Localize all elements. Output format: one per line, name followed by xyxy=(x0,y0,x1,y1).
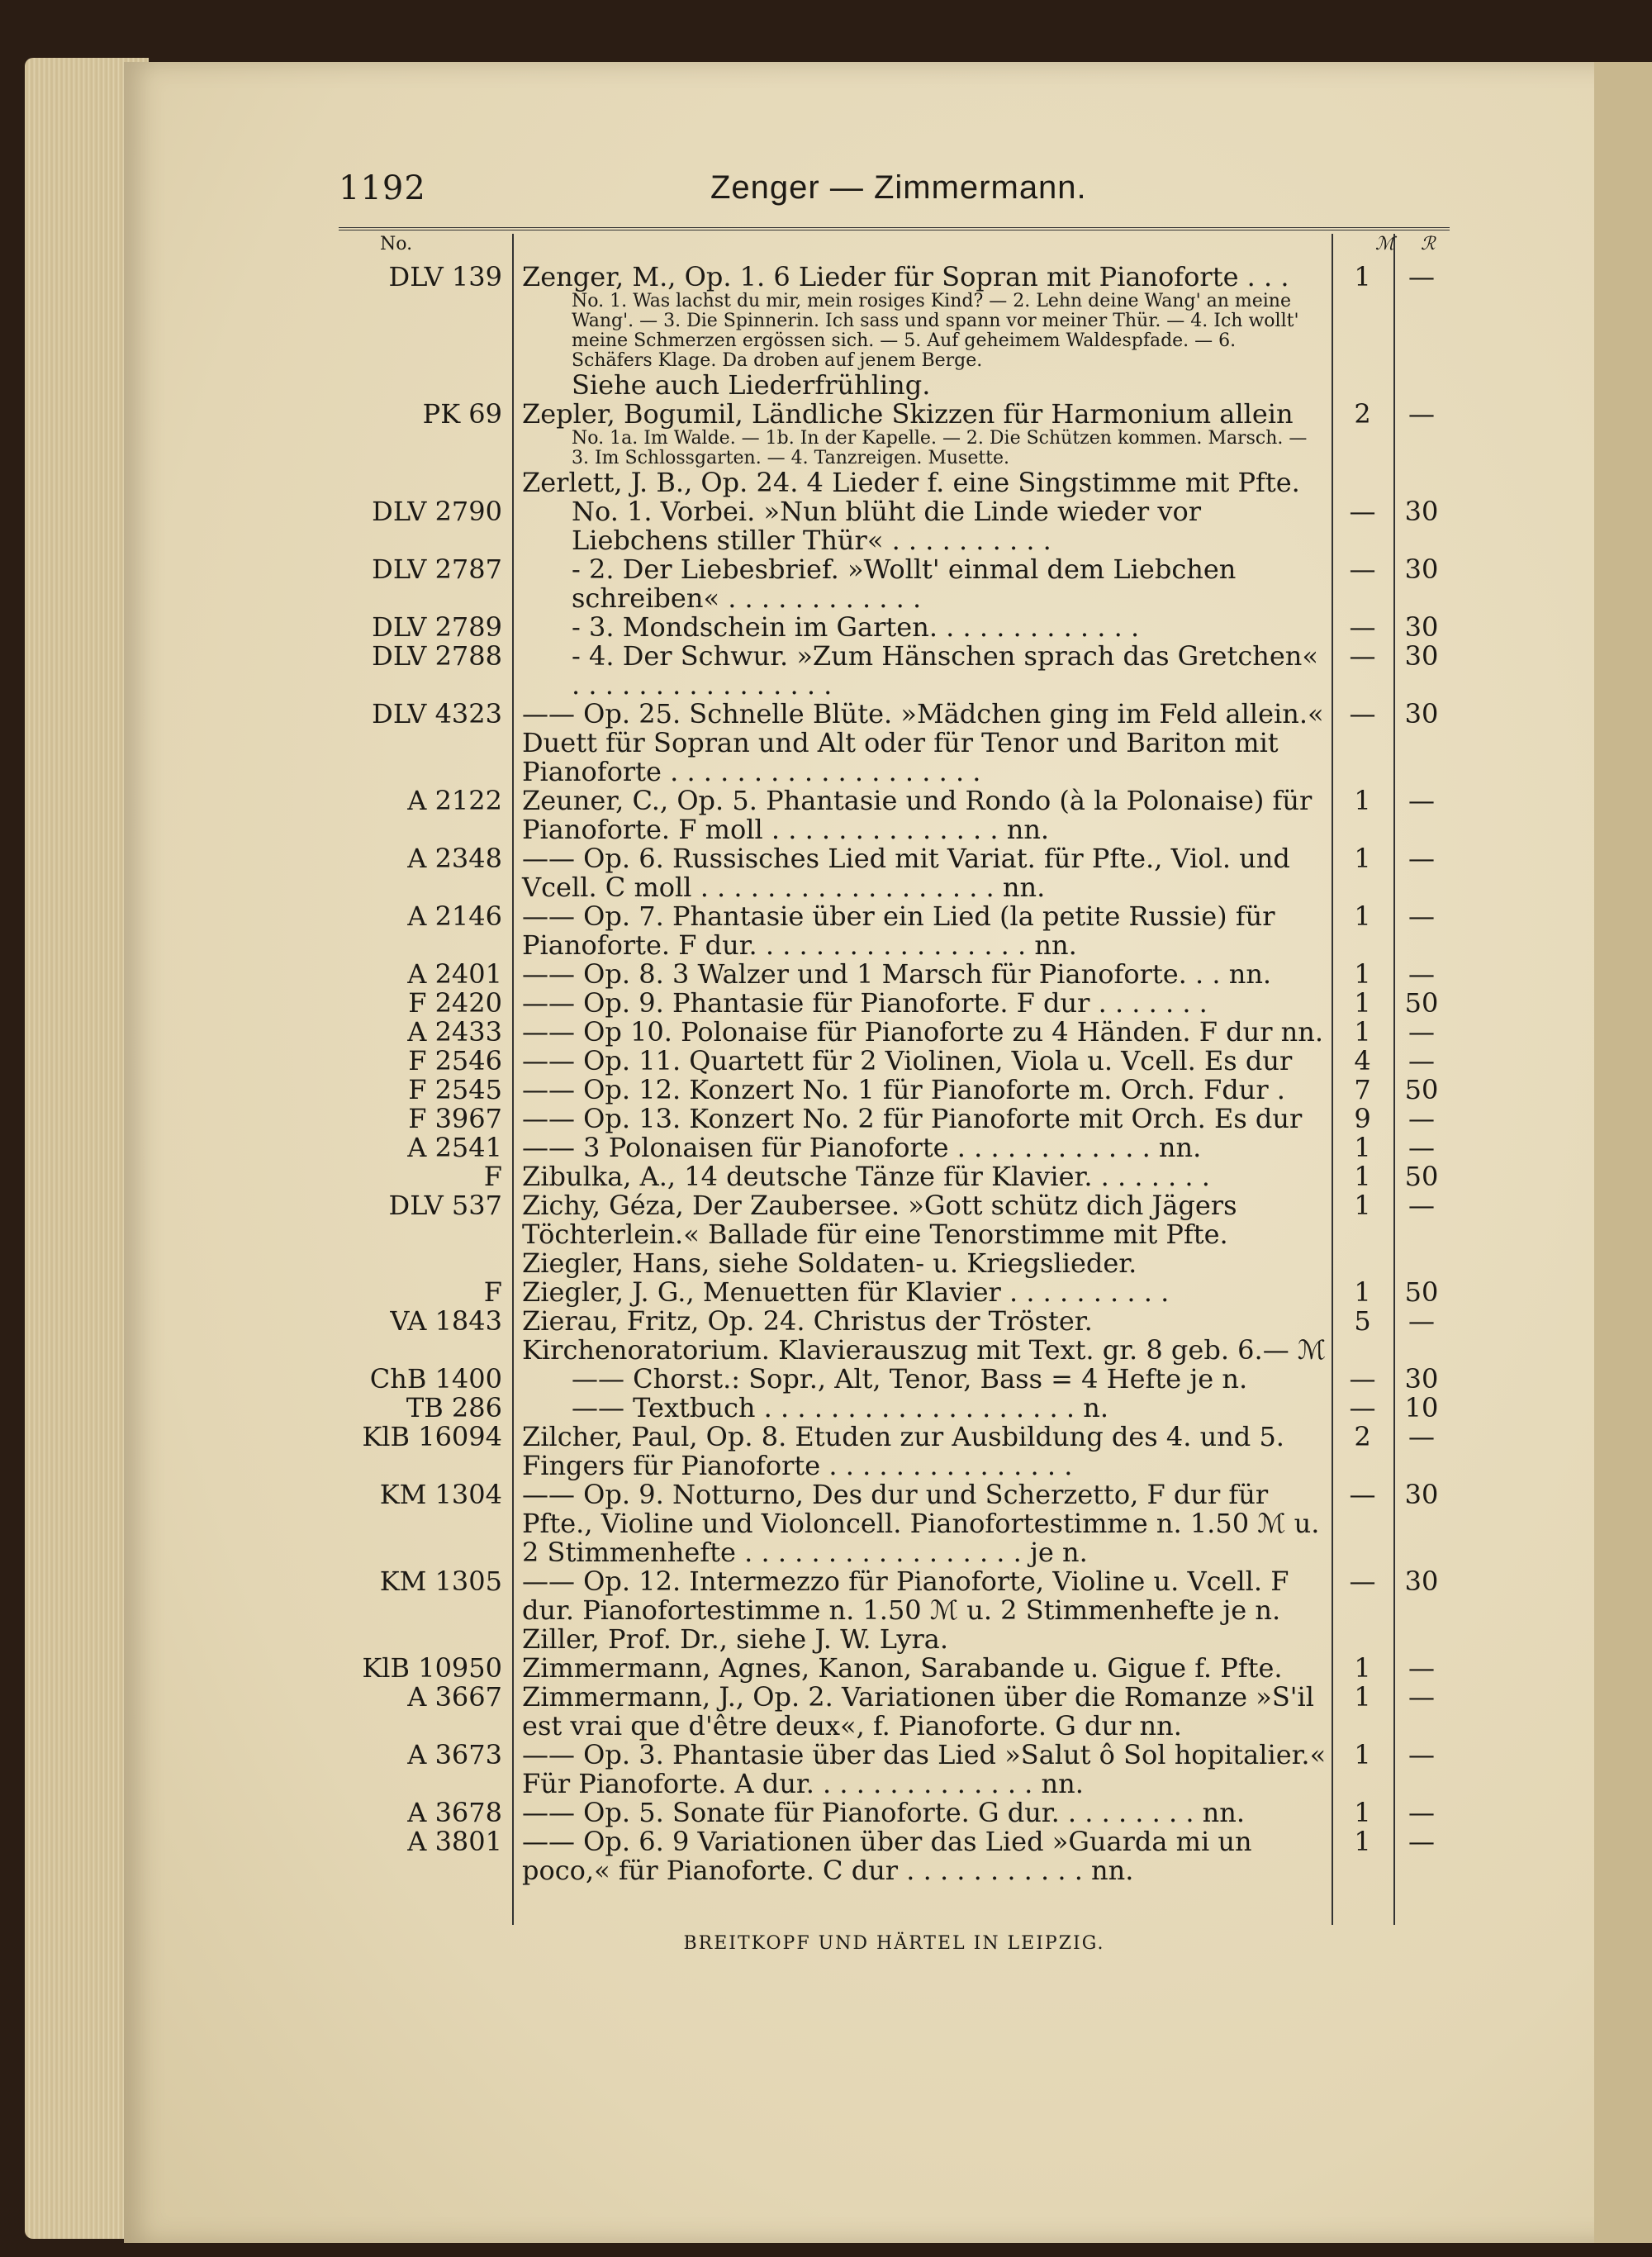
catalog-entry xyxy=(339,400,1450,429)
entry-price-mark: 1 xyxy=(1354,1132,1371,1163)
entry-code: F 3967 xyxy=(408,1103,502,1134)
entry-code: A 3678 xyxy=(407,1797,502,1828)
entry-text: Zepler, Bogumil, Ländliche Skizzen für Harmonium allein xyxy=(522,398,1294,430)
column-headers xyxy=(339,234,1450,259)
entry-text: —— 3 Polonaisen für Pianoforte . . . . . . . . . . . . nn. xyxy=(522,1132,1202,1163)
catalog-entry xyxy=(339,1394,1450,1423)
entry-price-pfennig: 30 xyxy=(1404,611,1439,643)
entry-price-pfennig: — xyxy=(1408,1739,1435,1770)
catalog-entry xyxy=(339,1307,1450,1365)
entry-price-mark: 1 xyxy=(1354,1797,1371,1828)
catalog-entry xyxy=(339,1365,1450,1394)
entry-price-mark: 7 xyxy=(1354,1074,1371,1105)
catalog-entry xyxy=(339,1278,1450,1307)
entry-text: Ziegler, J. G., Menuetten für Klavier . . . . . . . . . . xyxy=(522,1276,1170,1308)
entry-price-pfennig: — xyxy=(1408,1826,1435,1857)
entry-price-pfennig: — xyxy=(1408,1045,1435,1076)
entry-text: —— Textbuch . . . . . . . . . . . . . . . . . . . n. xyxy=(572,1392,1108,1423)
entry-text: Zenger, M., Op. 1. 6 Lieder für Sopran mit Pianoforte . . . xyxy=(522,261,1289,292)
entry-price-mark: 1 xyxy=(1354,1739,1371,1770)
entry-text: —— Op. 3. Phantasie über das Lied »Salut ô Sol hopitalier.« Für Pianoforte. A dur. . . . . . . . . . . . . . nn. xyxy=(522,1739,1327,1799)
entry-text: - 2. Der Liebesbrief. »Wollt' einmal dem Liebchen schreiben« . . . . . . . . . . . . xyxy=(572,554,1237,614)
entry-price-pfennig: — xyxy=(1408,958,1435,990)
entry-price-mark: — xyxy=(1349,496,1376,527)
entry-price-mark: 1 xyxy=(1354,987,1371,1019)
catalog-entry xyxy=(339,1798,1450,1827)
catalog-entry xyxy=(339,1249,1450,1278)
catalog-entry xyxy=(339,429,1450,468)
catalog-entry xyxy=(339,263,1450,292)
entry-price-pfennig: 50 xyxy=(1404,1276,1439,1308)
catalog-entry xyxy=(339,1105,1450,1133)
entry-price-mark: 1 xyxy=(1354,1016,1371,1048)
entry-price-pfennig: 30 xyxy=(1404,496,1439,527)
entry-price-pfennig: — xyxy=(1408,1132,1435,1163)
entry-price-mark: — xyxy=(1349,611,1376,643)
entry-text: Zimmermann, J., Op. 2. Variationen über die Romanze »S'il est vrai que d'être deux«, f. Pianoforte. G dur nn. xyxy=(522,1681,1314,1741)
entry-price-mark: — xyxy=(1349,1392,1376,1423)
entry-code: DLV 139 xyxy=(388,261,502,292)
entry-price-mark: — xyxy=(1349,698,1376,729)
entry-price-pfennig: — xyxy=(1408,785,1435,816)
entry-code: DLV 2790 xyxy=(372,496,502,527)
entry-text: —— Op. 12. Intermezzo für Pianoforte, Violine u. Vcell. F dur. Pianofortestimme n. 1.50 ℳ u. 2 Stimmenhefte je n. xyxy=(522,1566,1289,1626)
catalog-entry xyxy=(339,1162,1450,1191)
entry-text: —— Op. 11. Quartett für 2 Violinen, Viola u. Vcell. Es dur xyxy=(522,1045,1293,1076)
entry-text: —— Op. 12. Konzert No. 1 für Pianoforte m. Orch. Fdur . xyxy=(522,1074,1285,1105)
entry-text: No. 1. Was lachst du mir, mein rosiges Kind? — 2. Lehn deine Wang' an meine Wang'. — 3. Die Spinnerin. Ich sass und spann vor meiner Thür. — 4. Ich wollt' meine Schmerzen ergössen sich. — 5. Auf geheimem Waldespfade. — 6. Schäfers Klage. Da droben auf jenem Berge. xyxy=(572,291,1299,371)
entry-price-mark: 9 xyxy=(1354,1103,1371,1134)
entry-price-pfennig: 30 xyxy=(1404,698,1439,729)
entry-price-pfennig: — xyxy=(1408,398,1435,430)
entry-code: DLV 2787 xyxy=(372,554,502,585)
entry-price-pfennig: — xyxy=(1408,1797,1435,1828)
entry-price-pfennig: — xyxy=(1408,1103,1435,1134)
publisher-footer: BREITKOPF UND HÄRTEL IN LEIPZIG. xyxy=(683,1933,1105,1954)
catalog-entry xyxy=(339,902,1450,960)
entry-price-mark: 1 xyxy=(1354,843,1371,874)
entry-price-mark: 1 xyxy=(1354,1190,1371,1221)
entry-price-mark: — xyxy=(1349,1479,1376,1510)
entry-code: KM 1304 xyxy=(379,1479,502,1510)
entry-price-mark: 5 xyxy=(1354,1305,1371,1337)
entry-price-mark: 1 xyxy=(1354,1652,1371,1684)
catalog-entry xyxy=(339,1047,1450,1076)
entry-text: No. 1. Vorbei. »Nun blüht die Linde wieder vor Liebchens stiller Thür« . . . . . . . . . . xyxy=(572,496,1202,556)
catalog-entry xyxy=(339,497,1450,555)
catalog-entry xyxy=(339,1567,1450,1625)
entry-code: DLV 537 xyxy=(388,1190,502,1221)
entry-price-pfennig: — xyxy=(1408,1305,1435,1337)
entry-code: A 2541 xyxy=(407,1132,502,1163)
entry-text: Zeuner, C., Op. 5. Phantasie und Rondo (à la Polonaise) für Pianoforte. F moll . . . . . . . . . . . . . . nn. xyxy=(522,785,1313,845)
entry-price-pfennig: 30 xyxy=(1404,640,1439,672)
entry-text: No. 1a. Im Walde. — 1b. In der Kapelle. — 2. Die Schützen kommen. Marsch. — 3. Im Schlossgarten. — 4. Tanzreigen. Musette. xyxy=(572,428,1308,468)
entry-price-pfennig: 30 xyxy=(1404,1479,1439,1510)
entry-price-pfennig: — xyxy=(1408,1190,1435,1221)
entry-code: KlB 16094 xyxy=(362,1421,502,1452)
header-rule xyxy=(339,227,1450,230)
entry-price-mark: 1 xyxy=(1354,1826,1371,1857)
catalog-entry xyxy=(339,1741,1450,1798)
entry-price-mark: 1 xyxy=(1354,1161,1371,1192)
entry-text: —— Chorst.: Sopr., Alt, Tenor, Bass = 4 Hefte je n. xyxy=(572,1363,1248,1395)
entry-price-mark: — xyxy=(1349,1363,1376,1395)
catalog-entry xyxy=(339,1480,1450,1567)
catalog-entry xyxy=(339,613,1450,642)
catalog-entry xyxy=(339,292,1450,371)
entry-price-mark: 1 xyxy=(1354,1681,1371,1713)
column-header-number: No. xyxy=(380,234,413,254)
entry-code: A 2146 xyxy=(407,900,502,932)
entry-text: Zibulka, A., 14 deutsche Tänze für Klavier. . . . . . . . xyxy=(522,1161,1210,1192)
entry-price-mark: 1 xyxy=(1354,958,1371,990)
page-number: 1192 xyxy=(339,169,426,207)
entry-code: F xyxy=(483,1276,502,1308)
catalog-entry xyxy=(339,1018,1450,1047)
entry-price-mark: — xyxy=(1349,554,1376,585)
entry-code: KlB 10950 xyxy=(362,1652,502,1684)
entry-text: —— Op 10. Polonaise für Pianoforte zu 4 Händen. F dur nn. xyxy=(522,1016,1324,1048)
entry-text: —— Op. 13. Konzert No. 2 für Pianoforte mit Orch. Es dur xyxy=(522,1103,1303,1134)
entry-price-pfennig: — xyxy=(1408,843,1435,874)
entry-code: DLV 4323 xyxy=(372,698,502,729)
entry-price-mark: 1 xyxy=(1354,785,1371,816)
entry-price-pfennig: 10 xyxy=(1404,1392,1439,1423)
entry-price-pfennig: 50 xyxy=(1404,1161,1439,1192)
entry-text: —— Op. 8. 3 Walzer und 1 Marsch für Pianoforte. . . nn. xyxy=(522,958,1272,990)
catalog-entry xyxy=(339,1625,1450,1654)
entry-code: TB 286 xyxy=(406,1392,502,1423)
entry-code: A 2433 xyxy=(407,1016,502,1048)
catalog-entry xyxy=(339,989,1450,1018)
catalog-entry xyxy=(339,786,1450,844)
catalog-entry xyxy=(339,468,1450,497)
entry-text: —— Op. 9. Phantasie für Pianoforte. F dur . . . . . . . xyxy=(522,987,1208,1019)
entry-code: F 2546 xyxy=(408,1045,502,1076)
entry-text: Ziegler, Hans, siehe Soldaten- u. Kriegslieder. xyxy=(522,1247,1137,1279)
catalog-entry xyxy=(339,371,1450,400)
catalog-entry xyxy=(339,1076,1450,1105)
entry-price-mark: 1 xyxy=(1354,1276,1371,1308)
catalog-entry xyxy=(339,960,1450,989)
entry-text: —— Op. 6. Russisches Lied mit Variat. für Pfte., Viol. und Vcell. C moll . . . . . . . . . . . . . . . . . . nn. xyxy=(522,843,1290,903)
column-header-pfennig: ℛ xyxy=(1421,234,1436,254)
entry-code: A 3801 xyxy=(407,1826,502,1857)
catalog-entry xyxy=(339,700,1450,786)
entry-price-mark: 1 xyxy=(1354,900,1371,932)
entry-text: —— Op. 25. Schnelle Blüte. »Mädchen ging im Feld allein.« Duett für Sopran und Alt oder für Tenor und Bariton mit Pianoforte . . . . . . . . . . . . . . . . . . . xyxy=(522,698,1324,787)
entry-price-pfennig: 30 xyxy=(1404,1566,1439,1597)
entry-text: Zierau, Fritz, Op. 24. Christus der Tröster. Kirchenoratorium. Klavierauszug mit Text. gr. 8 geb. 6.— ℳ xyxy=(522,1305,1327,1366)
entry-code: DLV 2788 xyxy=(372,640,502,672)
catalog-entry xyxy=(339,1133,1450,1162)
catalog-entry xyxy=(339,1191,1450,1249)
entry-price-pfennig: 50 xyxy=(1404,987,1439,1019)
entry-price-mark: 1 xyxy=(1354,261,1371,292)
entry-code: F 2545 xyxy=(408,1074,502,1105)
entry-text: Zilcher, Paul, Op. 8. Etuden zur Ausbildung des 4. und 5. Fingers für Pianoforte . . . . . . . . . . . . . . . xyxy=(522,1421,1284,1481)
entry-code: VA 1843 xyxy=(390,1305,502,1337)
entry-code: PK 69 xyxy=(422,398,502,430)
entry-text: —— Op. 5. Sonate für Pianoforte. G dur. . . . . . . . . nn. xyxy=(522,1797,1246,1828)
entry-price-mark: 2 xyxy=(1354,398,1371,430)
catalog-entry xyxy=(339,642,1450,700)
entry-code: KM 1305 xyxy=(379,1566,502,1597)
entry-text: —— Op. 7. Phantasie über ein Lied (la petite Russie) für Pianoforte. F dur. . . . . . . . . . . . . . . . . nn. xyxy=(522,900,1275,961)
catalog-entry xyxy=(339,555,1450,613)
entry-code: F xyxy=(483,1161,502,1192)
entry-price-mark: 2 xyxy=(1354,1421,1371,1452)
entry-price-mark: — xyxy=(1349,640,1376,672)
entry-price-pfennig: — xyxy=(1408,1421,1435,1452)
entry-price-pfennig: — xyxy=(1408,1016,1435,1048)
entry-text: - 3. Mondschein im Garten. . . . . . . . . . . . . xyxy=(572,611,1140,643)
catalog-entry xyxy=(339,1654,1450,1683)
facing-page-edge xyxy=(1594,62,1652,2243)
entry-text: - 4. Der Schwur. »Zum Hänschen sprach das Gretchen« . . . . . . . . . . . . . . . . xyxy=(572,640,1318,701)
page-header xyxy=(339,169,1454,219)
entry-text: —— Op. 9. Notturno, Des dur und Scherzetto, F dur für Pfte., Violine und Violoncell. Pianofortestimme n. 1.50 ℳ u. 2 Stimmenhefte . . . . . . . . . . . . . . . . . je n. xyxy=(522,1479,1320,1568)
entry-text: Zerlett, J. B., Op. 24. 4 Lieder f. eine Singstimme mit Pfte. xyxy=(522,467,1300,498)
entry-price-mark: — xyxy=(1349,1566,1376,1597)
entry-price-pfennig: — xyxy=(1408,1652,1435,1684)
entry-code: ChB 1400 xyxy=(369,1363,502,1395)
column-header-mark: ℳ xyxy=(1375,234,1395,254)
entry-code: A 3673 xyxy=(407,1739,502,1770)
entry-code: A 2122 xyxy=(407,785,502,816)
entry-price-mark: 4 xyxy=(1354,1045,1371,1076)
entry-price-pfennig: — xyxy=(1408,261,1435,292)
catalog-entry xyxy=(339,844,1450,902)
entry-text: Siehe auch Liederfrühling. xyxy=(572,369,931,401)
entry-text: Zichy, Géza, Der Zaubersee. »Gott schütz dich Jägers Töchterlein.« Ballade für eine Tenorstimme mit Pfte. xyxy=(522,1190,1237,1250)
catalog-entry xyxy=(339,1423,1450,1480)
entry-price-pfennig: 30 xyxy=(1404,1363,1439,1395)
entry-price-pfennig: 50 xyxy=(1404,1074,1439,1105)
entry-text: Ziller, Prof. Dr., siehe J. W. Lyra. xyxy=(522,1623,949,1655)
entry-text: —— Op. 6. 9 Variationen über das Lied »Guarda mi un poco,« für Pianoforte. C dur . . . . . . . . . . . nn. xyxy=(522,1826,1252,1886)
entry-price-pfennig: 30 xyxy=(1404,554,1439,585)
entry-price-pfennig: — xyxy=(1408,1681,1435,1713)
catalog-entry xyxy=(339,1683,1450,1741)
entry-code: F 2420 xyxy=(408,987,502,1019)
entry-code: DLV 2789 xyxy=(372,611,502,643)
catalog-entry xyxy=(339,1827,1450,1885)
entry-price-pfennig: — xyxy=(1408,900,1435,932)
catalog-entries xyxy=(339,263,1450,1885)
entry-text: Zimmermann, Agnes, Kanon, Sarabande u. Gigue f. Pfte. xyxy=(522,1652,1283,1684)
entry-code: A 2348 xyxy=(407,843,502,874)
entry-code: A 3667 xyxy=(407,1681,502,1713)
entry-code: A 2401 xyxy=(407,958,502,990)
running-head: Zenger — Zimmermann. xyxy=(710,169,1087,206)
